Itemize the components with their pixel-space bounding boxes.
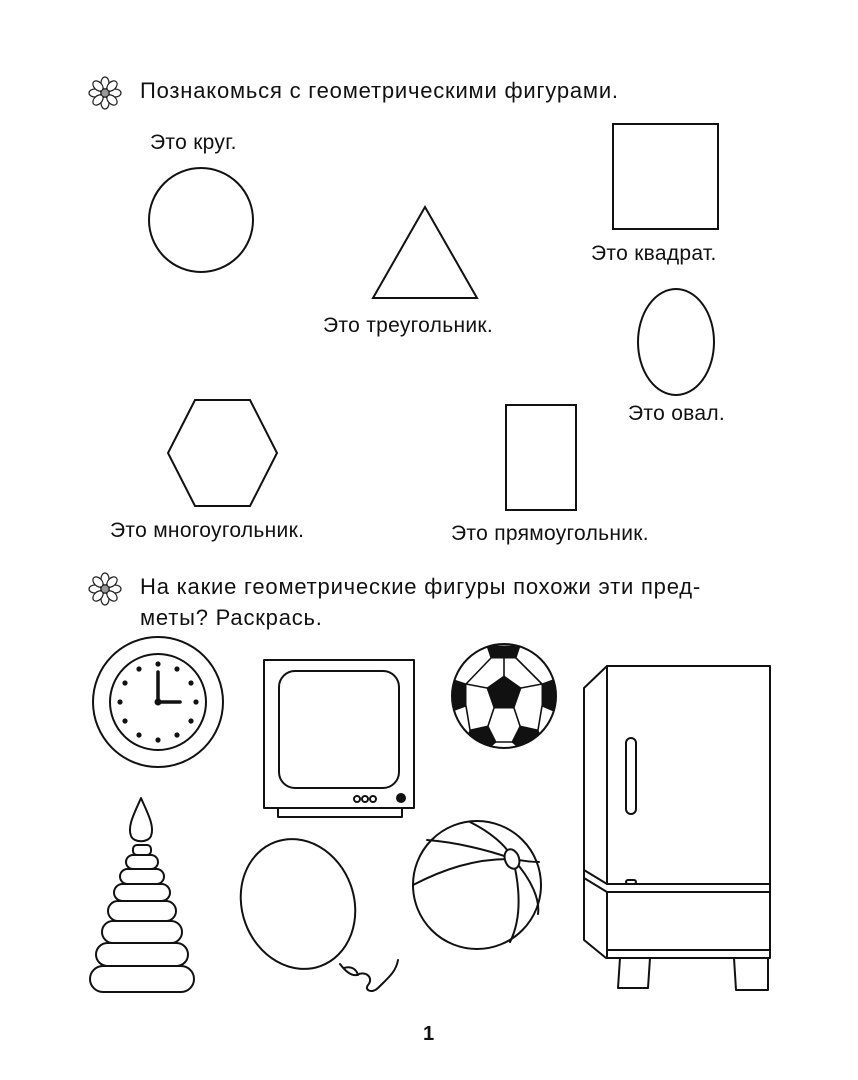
triangle-label: Это треугольник. <box>323 314 493 337</box>
polygon-label: Это многоугольник. <box>110 519 305 542</box>
square-label: Это квадрат. <box>591 242 717 265</box>
refrigerator-icon <box>584 666 770 990</box>
task2-line2: меты? Раскрась. <box>140 605 323 630</box>
tv-icon <box>264 660 414 817</box>
soccer-ball-icon <box>440 644 566 752</box>
balloon-icon <box>223 823 398 991</box>
oval-label: Это овал. <box>628 402 726 425</box>
page-number: 1 <box>423 1023 435 1045</box>
clock-icon <box>93 637 223 767</box>
rectangle-label: Это прямоугольник. <box>451 522 649 545</box>
task2-line1: На какие геометрические фигуры похожи эти пред- <box>140 574 702 599</box>
circle-label: Это круг. <box>150 131 237 154</box>
beach-ball-icon <box>413 821 541 949</box>
ring-pyramid-icon <box>90 798 194 992</box>
task1-text: Познакомься с геометрическими фигурами. <box>140 78 619 103</box>
